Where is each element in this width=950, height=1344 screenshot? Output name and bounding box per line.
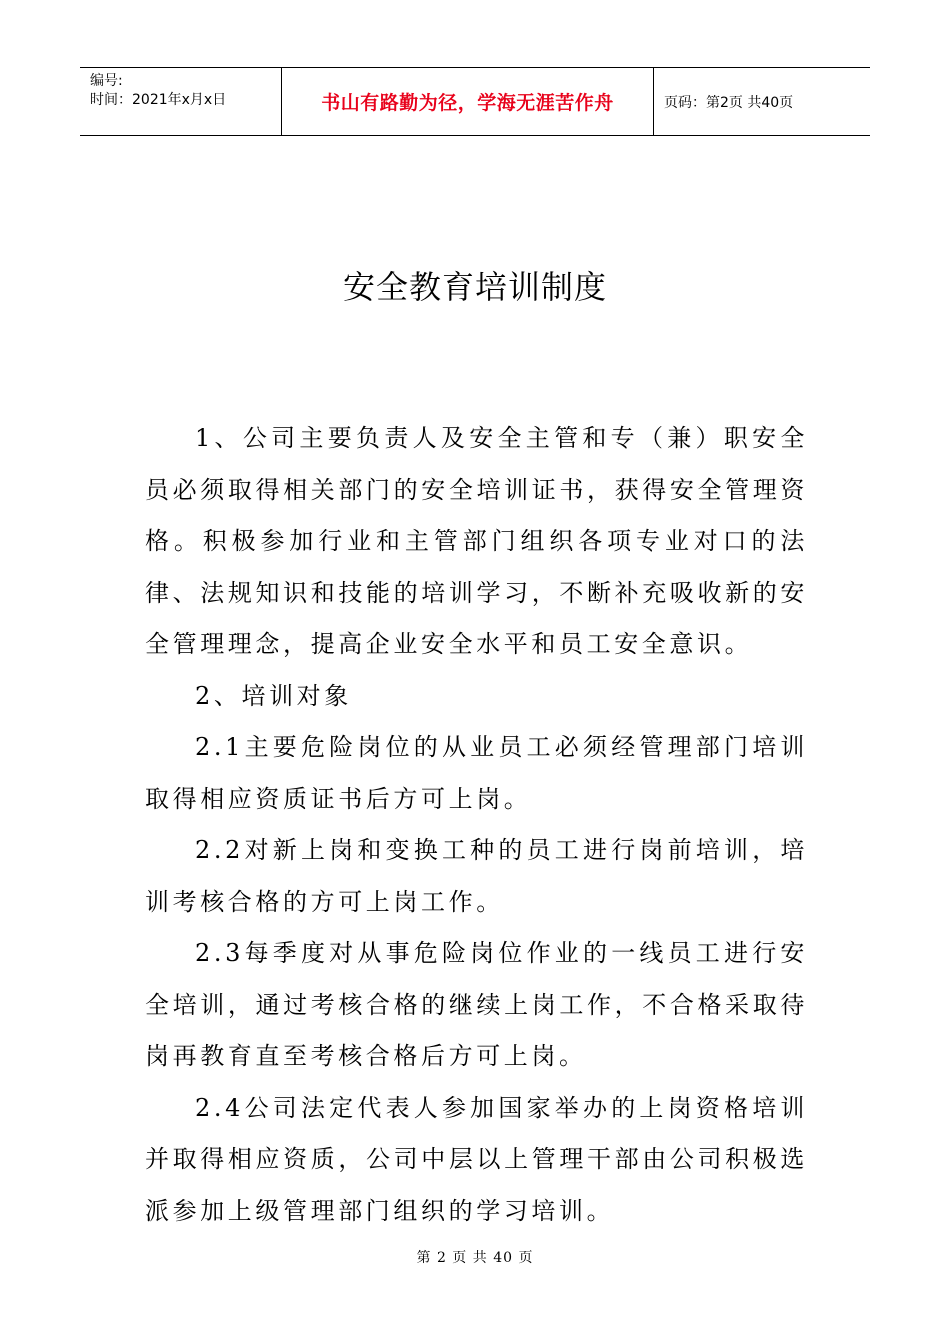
paragraph-1: 1、公司主要负责人及安全主管和专（兼）职安全员必须取得相关部门的安全培训证书，获得安全管理资格。积极参加行业和主管部门组织各项专业对口的法律、法规知识和技能的培训学习，不断补充吸收新的安全管理理念，提高企业安全水平和员工安全意识。 <box>145 424 808 658</box>
paragraph-2-4: 2.4公司法定代表人参加国家举办的上岗资格培训并取得相应资质，公司中层以上管理干部由公司积极选派参加上级管理部门组织的学习培训。 <box>145 1093 808 1225</box>
page-header <box>80 67 870 136</box>
header-number-label: 编号: <box>90 73 123 89</box>
header-meta-cell <box>80 68 282 135</box>
header-motto: 书山有路勤为径，学海无涯苦作舟 <box>282 68 654 135</box>
paragraph-2-3: 2.3每季度对从事危险岗位作业的一线员工进行安全培训，通过考核合格的继续上岗工作，不合格采取待岗再教育直至考核合格后方可上岗。 <box>145 939 808 1070</box>
paragraph-2: 2、培训对象 <box>195 681 352 710</box>
paragraph-2-1: 2.1主要危险岗位的从业员工必须经管理部门培训取得相应资质证书后方可上岗。 <box>145 733 808 813</box>
paragraph-2-2: 2.2对新上岗和变换工种的员工进行岗前培训，培训考核合格的方可上岗工作。 <box>145 836 808 916</box>
header-time-label: 时间：2021年x月x日 <box>90 92 227 108</box>
document-body <box>145 413 808 1237</box>
header-page-info: 页码：第2页 共40页 <box>664 94 794 111</box>
page-footer: 第 2 页 共 40 页 <box>416 1250 534 1266</box>
document-title: 安全教育培训制度 <box>342 268 607 306</box>
